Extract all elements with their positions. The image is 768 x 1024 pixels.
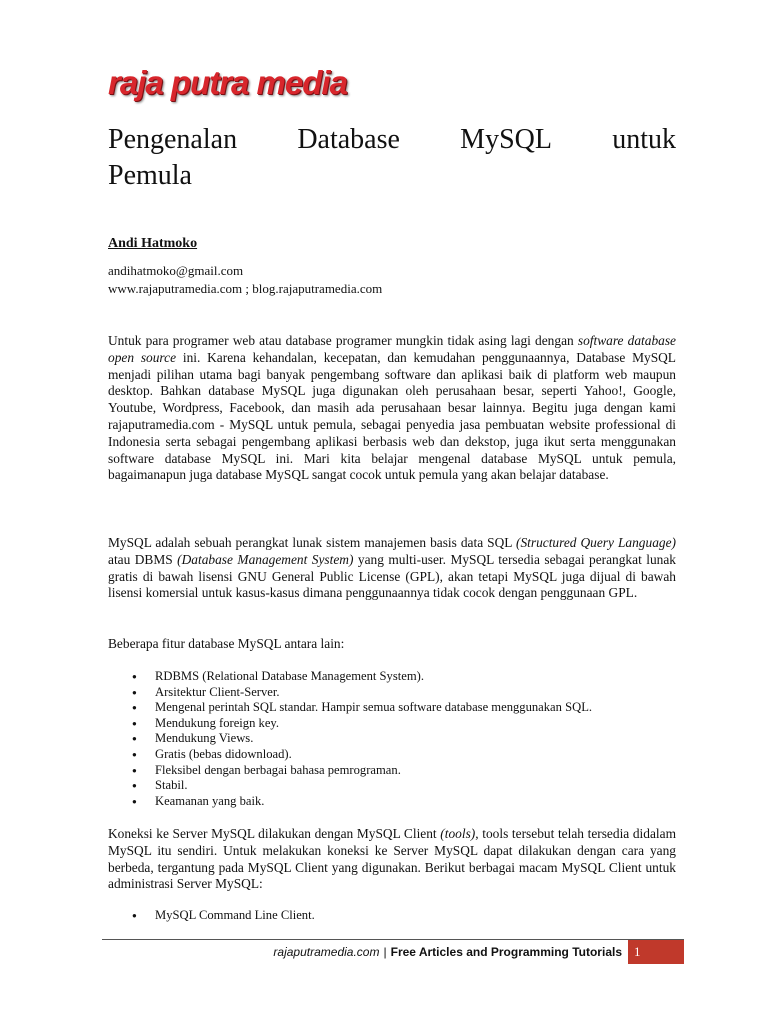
paragraph-italic: software database open source (108, 333, 676, 365)
author-name: Andi Hatmoko (108, 236, 198, 251)
feature-list (108, 669, 676, 809)
paragraph-text: atau DBMS (108, 551, 178, 567)
paragraph-italic: (tools) (440, 826, 476, 841)
footer-separator: | (383, 945, 387, 959)
list-item: ● Fleksibel dengan berbagai bahasa pemrograman. (108, 763, 676, 779)
author-email: andihatmoko@gmail.com (108, 263, 244, 278)
paragraph-intro (108, 333, 676, 484)
page-footer (102, 940, 684, 964)
title-word: untuk (612, 124, 676, 155)
brand-logo: raja putra media (108, 64, 347, 101)
paragraph-italic: (Database Management System) (177, 551, 354, 567)
list-item: ● Gratis (bebas didownload). (108, 747, 676, 763)
title-word: Database (297, 124, 400, 155)
footer-site-link[interactable]: rajaputramedia.com (273, 945, 380, 959)
document-title (108, 122, 676, 194)
list-item: ● RDBMS (Relational Database Management System). (108, 669, 676, 685)
paragraph-italic: (Structured Query Language) (515, 535, 676, 550)
paragraph-text: yang multi-user. MySQL tersedia sebagai perangkat lunak gratis di bawah lisensi GNU General Public License (GPL), akan tetapi MySQL juga dijual di bawah lisensi komersial untuk kasus-kasus dimana penggunaannya tidak cocok dengan penggunaan GPL. (108, 551, 676, 601)
paragraph-text: ini. Karena kehandalan, kecepatan, dan kemudahan penggunaannya, Database MySQL menjadi pilihan utama bagi banyak pengembang software dan aplikasi baik di platform web maupun desktop. Bahkan database MySQL juga digunakan oleh perusahaan besar, seperti Yahoo!, Google, Youtube, Wordpress, Facebook, dan masih ada perusahaan besar lainnya. Begitu juga dengan kami rajaputramedia.com - MySQL untuk pemula, sebagai penyedia jasa pembuatan website professional di Indonesia serta sebagai pengembang aplikasi berbasis web dan dekstop, juga ikut serta menggunakan software database MySQL ini. Mari kita belajar mengenal database MySQL untuk pemula, bagaimanapun juga database MySQL sangat cocok untuk pemula yang akan belajar database. (108, 349, 676, 483)
page-number-badge: 1 (628, 940, 684, 964)
paragraph-text: Untuk para programer web atau database programer mungkin tidak asing lagi dengan (108, 333, 578, 348)
title-word: MySQL (460, 124, 552, 155)
paragraph-text: Koneksi ke Server MySQL dilakukan dengan MySQL Client (108, 826, 441, 841)
footer-tagline: Free Articles and Programming Tutorials (390, 945, 622, 959)
title-line-1 (108, 122, 676, 158)
paragraph-connection (108, 826, 676, 893)
author-websites: www.rajaputramedia.com ; blog.rajaputramedia.com (108, 281, 383, 296)
paragraph-features-intro: Beberapa fitur database MySQL antara lain: (108, 636, 345, 651)
title-line-2: Pemula (108, 160, 192, 191)
client-list (108, 908, 676, 924)
list-item: ● Stabil. (108, 778, 676, 794)
list-item: ● Mendukung Views. (108, 731, 676, 747)
list-item: ● Mendukung foreign key. (108, 716, 676, 732)
paragraph-text: , tools tersebut telah tersedia didalam MySQL itu sendiri. Untuk melakukan koneksi ke Server MySQL dapat dilakukan dengan cara yang berbeda, tergantung pada MySQL Client yang digunakan. Berikut berbagai macam MySQL Client untuk administrasi Server MySQL: (108, 826, 676, 892)
list-item: ● Mengenal perintah SQL standar. Hampir semua software database menggunakan SQL. (108, 700, 676, 716)
list-item: ● Arsitektur Client-Server. (108, 685, 676, 701)
paragraph-definition (108, 535, 676, 602)
paragraph-text: MySQL adalah sebuah perangkat lunak sistem manajemen basis data SQL (108, 535, 516, 550)
list-item: ● MySQL Command Line Client. (108, 908, 676, 924)
title-word: Pengenalan (108, 124, 238, 155)
list-item: ● Keamanan yang baik. (108, 794, 676, 810)
